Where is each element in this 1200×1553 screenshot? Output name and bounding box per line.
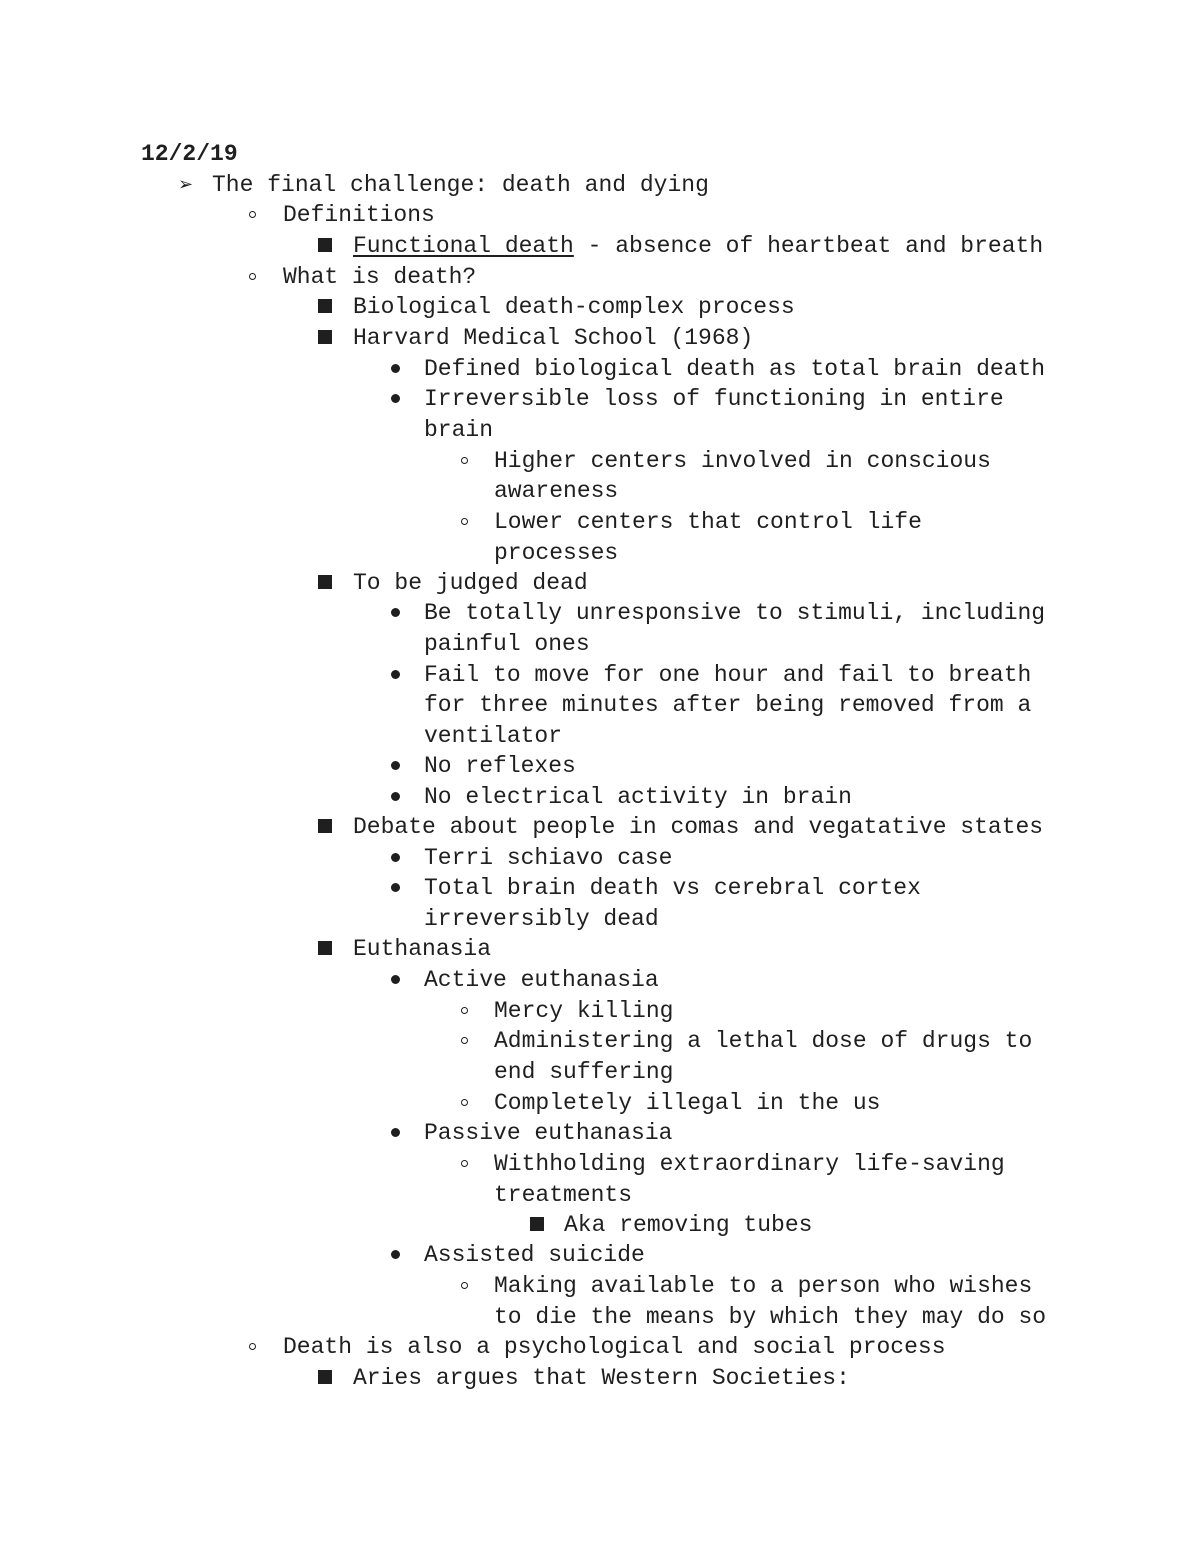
outline-line-continued: treatments xyxy=(494,1182,633,1208)
dot-bullet-icon xyxy=(391,761,400,770)
square-bullet-icon xyxy=(318,819,332,833)
outline-line-continued: end suffering xyxy=(494,1059,674,1085)
circle-bullet-icon xyxy=(461,1007,468,1014)
dot-bullet-icon xyxy=(391,1128,400,1137)
outline-line: Mercy killing xyxy=(494,998,674,1024)
dot-bullet-icon xyxy=(391,608,400,617)
square-bullet-icon xyxy=(318,1370,332,1384)
dot-bullet-icon xyxy=(391,853,400,862)
outline-line: No electrical activity in brain xyxy=(424,784,852,810)
outline-line: Withholding extraordinary life-saving xyxy=(494,1151,1005,1177)
outline-line: Fail to move for one hour and fail to breath xyxy=(424,662,1032,688)
outline-line: Assisted suicide xyxy=(424,1242,645,1268)
circle-bullet-icon xyxy=(461,1037,468,1044)
outline-line: Active euthanasia xyxy=(424,967,659,993)
circle-bullet-icon xyxy=(249,273,256,280)
outline-line: What is death? xyxy=(283,264,477,290)
outline-line-continued: for three minutes after being removed from a xyxy=(424,692,1032,718)
square-bullet-icon xyxy=(530,1217,544,1231)
dot-bullet-icon xyxy=(391,670,400,679)
outline-line: Administering a lethal dose of drugs to xyxy=(494,1028,1033,1054)
arrow-bullet-icon: ➢ xyxy=(178,174,194,195)
outline-line: Aries argues that Western Societies: xyxy=(353,1365,850,1391)
outline-line: Euthanasia xyxy=(353,936,492,962)
outline-line: Completely illegal in the us xyxy=(494,1090,881,1116)
outline-line: Aka removing tubes xyxy=(564,1212,813,1238)
outline-line-continued: irreversibly dead xyxy=(424,906,659,932)
outline-line: Biological death-complex process xyxy=(353,294,795,320)
circle-bullet-icon xyxy=(461,457,468,464)
outline-line-continued: brain xyxy=(424,417,494,443)
outline-line: No reflexes xyxy=(424,753,576,779)
outline-line-continued: awareness xyxy=(494,478,619,504)
outline-line-continued: to die the means by which they may do so xyxy=(494,1304,1047,1330)
circle-bullet-icon xyxy=(249,211,256,218)
definition-text: - absence of heartbeat and breath xyxy=(573,233,1044,259)
dot-bullet-icon xyxy=(391,394,400,403)
outline-line: Passive euthanasia xyxy=(424,1120,673,1146)
outline-line-continued: ventilator xyxy=(424,723,563,749)
underlined-term: Functional death xyxy=(353,233,574,259)
square-bullet-icon xyxy=(318,238,332,252)
square-bullet-icon xyxy=(318,299,332,313)
outline-line: To be judged dead xyxy=(353,570,588,596)
square-bullet-icon xyxy=(318,941,332,955)
outline-line: Defined biological death as total brain death xyxy=(424,356,1046,382)
outline-line: Terri schiavo case xyxy=(424,845,673,871)
circle-bullet-icon xyxy=(461,1160,468,1167)
dot-bullet-icon xyxy=(391,883,400,892)
circle-bullet-icon xyxy=(461,1099,468,1106)
dot-bullet-icon xyxy=(391,975,400,984)
outline-line xyxy=(353,231,1043,261)
outline-line-continued: processes xyxy=(494,540,619,566)
outline-line: Death is also a psychological and social process xyxy=(283,1334,946,1360)
outline-line: Definitions xyxy=(283,202,435,228)
note-date: 12/2/19 xyxy=(141,141,238,167)
circle-bullet-icon xyxy=(461,518,468,525)
dot-bullet-icon xyxy=(391,364,400,373)
outline-line: Total brain death vs cerebral cortex xyxy=(424,875,921,901)
outline-line: Debate about people in comas and vegatative states xyxy=(353,814,1044,840)
outline-line: Lower centers that control life xyxy=(494,509,922,535)
outline-line: Making available to a person who wishes xyxy=(494,1273,1033,1299)
square-bullet-icon xyxy=(318,575,332,589)
outline-line: Harvard Medical School (1968) xyxy=(353,325,754,351)
circle-bullet-icon xyxy=(461,1282,468,1289)
outline-line-continued: painful ones xyxy=(424,631,590,657)
outline-line: Higher centers involved in conscious xyxy=(494,448,991,474)
outline-line: Be totally unresponsive to stimuli, including xyxy=(424,600,1046,626)
dot-bullet-icon xyxy=(391,792,400,801)
square-bullet-icon xyxy=(318,330,332,344)
circle-bullet-icon xyxy=(249,1343,256,1350)
outline-line: Irreversible loss of functioning in entire xyxy=(424,386,1004,412)
outline-line: The final challenge: death and dying xyxy=(212,172,709,198)
dot-bullet-icon xyxy=(391,1250,400,1259)
